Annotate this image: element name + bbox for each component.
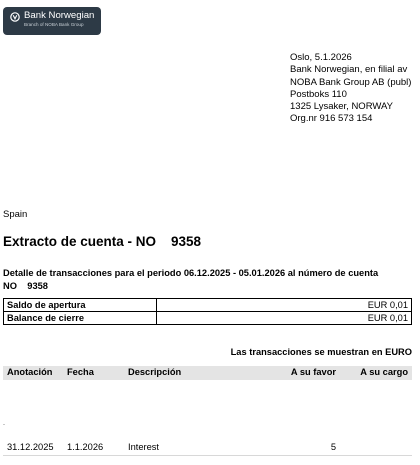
sender-line: Bank Norwegian, en filial av bbox=[290, 64, 408, 76]
cell-descripcion: Interest bbox=[128, 442, 160, 452]
sender-line: 1325 Lysaker, NORWAY bbox=[290, 101, 393, 113]
balance-amount: EUR 0,01 bbox=[157, 312, 412, 325]
sender-line: Org.nr 916 573 154 bbox=[290, 113, 373, 125]
header-anotacion: Anotación bbox=[7, 367, 53, 377]
header-a-su-favor: A su favor bbox=[290, 367, 336, 377]
cell-anotacion: 31.12.2025 bbox=[7, 442, 54, 452]
balances-table bbox=[3, 298, 412, 325]
balance-label: Balance de cierre bbox=[4, 312, 157, 325]
balance-row bbox=[4, 312, 412, 325]
divider-mark bbox=[3, 424, 5, 425]
sender-address bbox=[290, 52, 411, 126]
sender-line: Postboks 110 bbox=[290, 88, 347, 100]
sender-line: NOBA Bank Group AB (publ) bbox=[290, 76, 412, 88]
transactions-header bbox=[3, 366, 412, 380]
header-fecha: Fecha bbox=[67, 367, 94, 377]
balance-row bbox=[4, 299, 412, 312]
bank-norwegian-logo-icon bbox=[10, 12, 20, 22]
currency-note: Las transacciones se muestran en EURO bbox=[230, 347, 412, 357]
cell-a-su-favor: 5 bbox=[330, 442, 336, 452]
statement-subtitle bbox=[3, 267, 415, 294]
statement-title: Extracto de cuenta - NO 9358 bbox=[3, 234, 202, 249]
subtitle-text: Detalle de transacciones para el periodo 06.12.2025 - 05.01.2026 al número de cuenta bbox=[3, 268, 379, 278]
sender-line: Oslo, 5.1.2026 bbox=[290, 52, 352, 63]
recipient-country: Spain bbox=[3, 209, 28, 220]
header-descripcion: Descripción bbox=[128, 367, 182, 377]
balance-amount: EUR 0,01 bbox=[157, 299, 412, 312]
balance-label: Saldo de apertura bbox=[4, 299, 157, 312]
logo-text bbox=[24, 11, 94, 27]
logo-tagline: Branch of NOBA Bank Group bbox=[24, 21, 84, 27]
subtitle-account: NO 9358 bbox=[3, 281, 48, 292]
header-a-su-cargo: A su cargo bbox=[360, 367, 408, 377]
cell-fecha: 1.1.2026 bbox=[67, 442, 104, 452]
logo-name: Bank Norwegian bbox=[24, 10, 95, 21]
bank-logo bbox=[3, 7, 101, 35]
table-row bbox=[3, 441, 412, 456]
